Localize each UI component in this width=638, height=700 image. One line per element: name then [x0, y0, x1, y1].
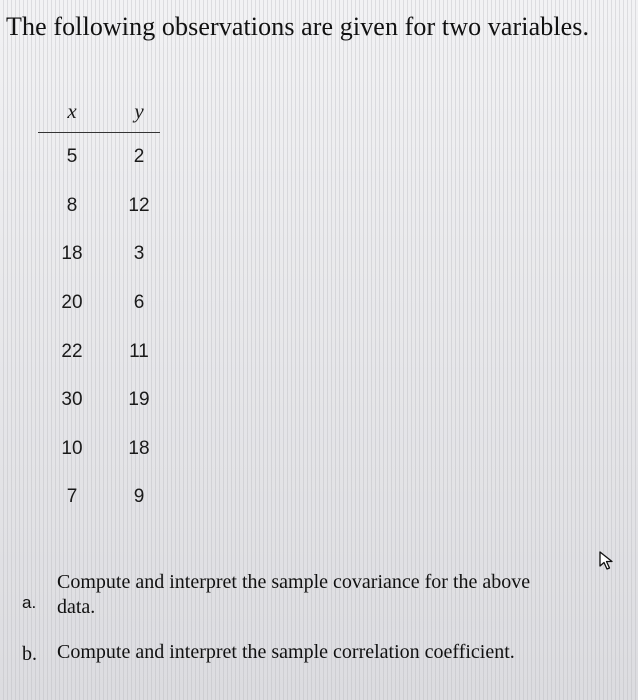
cell-x: 20 [61, 292, 83, 314]
cell-x: 5 [66, 146, 78, 168]
cell-x: 22 [61, 340, 83, 362]
cell-x: 18 [61, 243, 83, 265]
table-row [38, 376, 160, 425]
cell-y: 9 [133, 486, 145, 508]
cell-x: 10 [61, 437, 83, 459]
cell-x: 8 [66, 194, 78, 216]
cell-y: 11 [129, 340, 149, 362]
table-row [38, 133, 160, 182]
cell-y: 3 [133, 243, 145, 265]
column-header-x: x [38, 90, 114, 133]
question-a-marker: a. [22, 593, 37, 612]
table-row [38, 279, 160, 328]
cell-y: 2 [133, 146, 145, 168]
cell-x: 30 [61, 389, 83, 411]
problem-title: The following observations are given for two variables. [6, 12, 590, 41]
cell-x: 7 [66, 486, 78, 508]
table-header-row [38, 90, 160, 133]
question-a-text: Compute and interpret the sample covariance for the above data. [57, 571, 531, 619]
table-row [38, 230, 160, 279]
question-b-text: Compute and interpret the sample correlation coefficient. [57, 641, 515, 663]
mouse-pointer-icon [598, 551, 616, 571]
question-b-marker: b. [22, 643, 37, 665]
column-header-y: y [114, 90, 160, 133]
cell-y: 12 [128, 194, 150, 216]
cell-y: 6 [133, 292, 145, 314]
table-row [38, 182, 160, 231]
table-row [38, 473, 160, 522]
table-row [38, 327, 160, 376]
observations-table [38, 90, 160, 522]
cell-y: 19 [128, 389, 150, 411]
cell-y: 18 [128, 437, 150, 459]
table-row [38, 425, 160, 474]
